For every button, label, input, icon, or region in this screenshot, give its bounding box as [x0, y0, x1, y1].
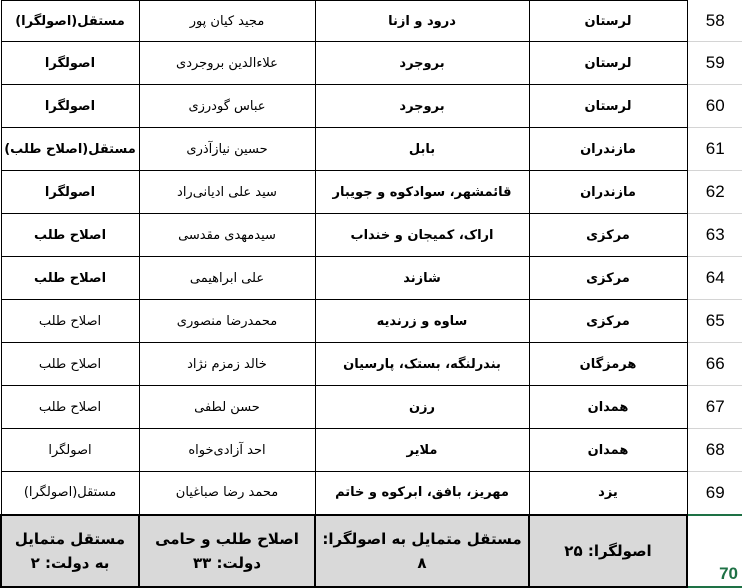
row-number[interactable]: 64 [687, 257, 742, 300]
summary-independent-gov[interactable] [1, 515, 139, 587]
province-cell[interactable]: لرستان [529, 1, 687, 42]
representative-name-cell[interactable]: عباس گودرزی [139, 85, 315, 128]
faction-cell[interactable]: اصلاح طلب [1, 214, 139, 257]
table-row [1, 1, 742, 42]
row-number[interactable]: 59 [687, 42, 742, 85]
province-cell[interactable]: همدان [529, 386, 687, 429]
faction-cell[interactable]: مستقل(اصلاح طلب) [1, 128, 139, 171]
table-row [1, 42, 742, 85]
row-number[interactable]: 58 [687, 1, 742, 42]
district-cell[interactable]: قائمشهر، سوادکوه و جویبار [315, 171, 529, 214]
province-cell[interactable]: مرکزی [529, 257, 687, 300]
representative-name-cell[interactable]: حسن لطفی [139, 386, 315, 429]
row-number[interactable]: 60 [687, 85, 742, 128]
district-cell[interactable]: رزن [315, 386, 529, 429]
faction-cell[interactable]: اصلاح طلب [1, 257, 139, 300]
province-cell[interactable]: هرمزگان [529, 343, 687, 386]
district-cell[interactable]: بروجرد [315, 42, 529, 85]
summary-row [1, 515, 742, 587]
representative-name-cell[interactable]: علی ابراهیمی [139, 257, 315, 300]
row-number[interactable]: 63 [687, 214, 742, 257]
faction-cell[interactable]: اصلاح طلب [1, 343, 139, 386]
table-row [1, 128, 742, 171]
district-cell[interactable]: اراک، کمیجان و خنداب [315, 214, 529, 257]
summary-principlist[interactable]: اصولگرا: ۲۵ [529, 515, 687, 587]
table-row [1, 472, 742, 515]
row-number[interactable]: 70 [687, 515, 742, 587]
table-row [1, 85, 742, 128]
row-number[interactable]: 65 [687, 300, 742, 343]
faction-cell[interactable]: اصولگرا [1, 429, 139, 472]
district-cell[interactable]: بندرلنگه، بستک، پارسیان [315, 343, 529, 386]
province-cell[interactable]: مازندران [529, 128, 687, 171]
faction-cell[interactable]: مستقل(اصولگرا) [1, 1, 139, 42]
province-cell[interactable]: یزد [529, 472, 687, 515]
row-number[interactable]: 66 [687, 343, 742, 386]
row-number[interactable]: 67 [687, 386, 742, 429]
table-row [1, 343, 742, 386]
district-cell[interactable]: ساوه و زرندیه [315, 300, 529, 343]
table-row [1, 429, 742, 472]
representative-name-cell[interactable]: محمدرضا منصوری [139, 300, 315, 343]
table-row [1, 386, 742, 429]
province-cell[interactable]: همدان [529, 429, 687, 472]
summary-line: دولت: ۳۳ [192, 553, 262, 572]
faction-cell[interactable]: اصولگرا [1, 171, 139, 214]
province-cell[interactable]: مرکزی [529, 214, 687, 257]
row-number[interactable]: 68 [687, 429, 742, 472]
faction-cell[interactable]: اصلاح طلب [1, 386, 139, 429]
summary-independent-principlist[interactable]: مستقل متمایل به اصولگرا: ۸ [315, 515, 529, 587]
province-cell[interactable]: لرستان [529, 85, 687, 128]
row-number[interactable]: 69 [687, 472, 742, 515]
representative-name-cell[interactable]: محمد رضا صباغیان [139, 472, 315, 515]
representative-name-cell[interactable]: حسین نیازآذری [139, 128, 315, 171]
district-cell[interactable]: بابل [315, 128, 529, 171]
representative-name-cell[interactable]: سیدمهدی مقدسی [139, 214, 315, 257]
row-number[interactable]: 62 [687, 171, 742, 214]
faction-cell[interactable]: اصولگرا [1, 85, 139, 128]
summary-line: اصلاح طلب و حامی [155, 529, 299, 548]
district-cell[interactable]: مهریز، بافق، ابرکوه و خاتم [315, 472, 529, 515]
province-cell[interactable]: لرستان [529, 42, 687, 85]
row-number[interactable]: 61 [687, 128, 742, 171]
faction-cell[interactable]: اصلاح طلب [1, 300, 139, 343]
summary-line: مستقل متمایل [14, 529, 126, 548]
representative-name-cell[interactable]: احد آزادی‌خواه [139, 429, 315, 472]
table-row [1, 257, 742, 300]
district-cell[interactable]: بروجرد [315, 85, 529, 128]
representative-name-cell[interactable]: خالد زمزم نژاد [139, 343, 315, 386]
table-row [1, 214, 742, 257]
faction-cell[interactable]: مستقل(اصولگرا) [1, 472, 139, 515]
summary-reformist[interactable] [139, 515, 315, 587]
district-cell[interactable]: ملایر [315, 429, 529, 472]
province-cell[interactable]: مازندران [529, 171, 687, 214]
representative-name-cell[interactable]: مجید کیان پور [139, 1, 315, 42]
faction-cell[interactable]: اصولگرا [1, 42, 139, 85]
representative-name-cell[interactable]: سید علی ادیانی‌راد [139, 171, 315, 214]
district-cell[interactable]: شازند [315, 257, 529, 300]
summary-line: به دولت: ۲ [30, 553, 110, 572]
representative-name-cell[interactable]: علاءالدین بروجردی [139, 42, 315, 85]
district-cell[interactable]: درود و ازنا [315, 1, 529, 42]
province-cell[interactable]: مرکزی [529, 300, 687, 343]
table-row [1, 171, 742, 214]
table-row [1, 300, 742, 343]
